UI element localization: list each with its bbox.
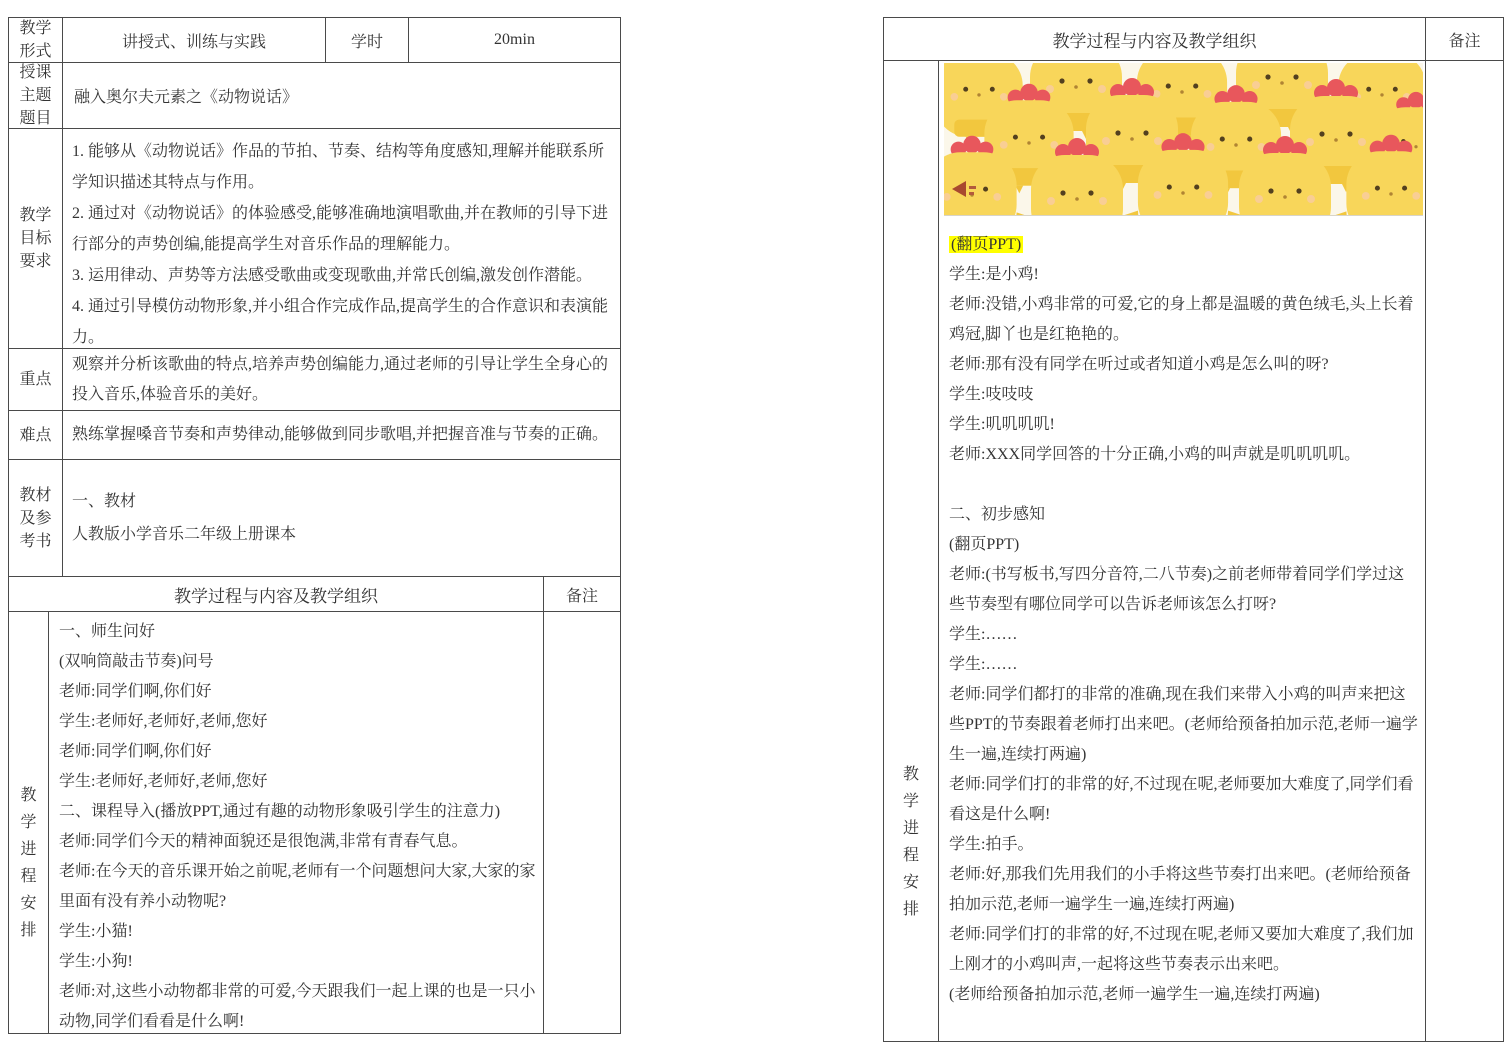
page-right: [883, 17, 1504, 1042]
teaching-form-value: 讲授式、训练与实践: [121, 33, 266, 51]
cell-process-label-right: [884, 61, 939, 1041]
dialogue-line: [949, 230, 1419, 260]
cell-hours-label: [326, 18, 409, 62]
row-process-left: [9, 612, 620, 1033]
row-difficulty: [9, 411, 620, 460]
page-left: [8, 17, 621, 1034]
dialogue-line: 老师:对,这些小动物都非常的可爱,今天跟我们一起上课的也是一只小动物,同学们看看是什么啊!: [59, 983, 536, 1030]
cell-topic-value: [63, 63, 620, 128]
teaching-form-label: 教学形式: [19, 20, 52, 60]
dialogue-line: 老师:同学们都打的非常的准确,现在我们来带入小鸡的叫声来把这些PPT的节奏跟着老师打出来吧。(老师给预备拍加示范,老师一遍学生一遍,连续打两遍): [949, 686, 1418, 763]
row-topic: [9, 63, 620, 129]
cell-process-body-right: [939, 61, 1426, 1041]
objectives-label: 教学目标要求: [19, 207, 52, 270]
cell-difficulty-body: [63, 411, 620, 459]
dialogue-line: 学生:……: [949, 656, 1018, 673]
cell-process-body-left: [49, 612, 544, 1033]
dialogue-line: 老师:同学们啊,你们好: [59, 683, 212, 700]
dialogue-line: 学生:老师好,老师好,老师,您好: [59, 773, 268, 790]
dialogue-line: 老师:没错,小鸡非常的可爱,它的身上都是温暖的黄色绒毛,头上长着鸡冠,脚丫也是红艳艳的。: [949, 296, 1414, 343]
cell-teaching-form-value: [63, 18, 326, 62]
dialogue-line: (双响筒敲击节奏)问号: [59, 653, 214, 670]
objective-item: 1. 能够从《动物说话》作品的节拍、节奏、结构等角度感知,理解并能联系所学知识描述其特点与作用。: [72, 143, 605, 191]
dialogue-line: (翻页PPT): [949, 536, 1020, 553]
cell-objectives-body: [63, 129, 620, 348]
cell-note-left: [544, 612, 620, 1033]
process-label-left: 教学进程安排: [20, 787, 37, 939]
dialogue-line: 学生:叽叽叽叽!: [949, 416, 1055, 433]
dialogue-line: 学生:……: [949, 626, 1018, 643]
chicks-slide-image: [944, 63, 1423, 216]
section-heading: 二、初步感知: [949, 506, 1046, 523]
row-teaching-form: [9, 18, 620, 63]
note-column-header-text: 备注: [565, 587, 598, 605]
dialogue-line: 老师:在今天的音乐课开始之前呢,老师有一个问题想问大家,大家的家里面有没有养小动物呢?: [59, 863, 536, 910]
row-objectives: [9, 129, 620, 349]
row-process-header-right: [884, 18, 1503, 61]
dialogue-line: 老师:同学们打的非常的好,不过现在呢,老师又要加大难度了,我们加上刚才的小鸡叫声,一起将这些节奏表示出来吧。: [949, 926, 1414, 973]
cell-difficulty-label: [9, 411, 63, 459]
cell-teaching-form-label: [9, 18, 63, 62]
topic-value: 融入奥尔夫元素之《动物说话》: [74, 89, 299, 106]
objective-item: 4. 通过引导模仿动物形象,并小组合作完成作品,提高学生的合作意识和表演能力。: [72, 298, 609, 346]
note-column-header: [544, 577, 620, 611]
dialogue-line: 学生:小狗!: [59, 953, 133, 970]
cell-process-label-left: [9, 612, 49, 1033]
dialogue-line: 老师:(书写板书,写四分音符,二八节奏)之前老师带着同学们学过这些节奏型有哪位同学可以告诉老师该怎么打呀?: [949, 566, 1405, 613]
difficulty-label: 难点: [19, 426, 52, 444]
row-process-header-left: [9, 577, 620, 612]
dialogue-line: 学生:拍手。: [949, 836, 1034, 853]
chicks-illustration: [944, 63, 1423, 215]
dialogue-line: 学生:吱吱吱: [949, 386, 1034, 403]
row-materials: [9, 460, 620, 577]
dialogue-line: 二、课程导入(播放PPT,通过有趣的动物形象吸引学生的注意力): [59, 803, 501, 820]
hours-value: 20min: [494, 31, 535, 48]
dialogue-line: (老师给预备拍加示范,老师一遍学生一遍,连续打两遍): [949, 986, 1320, 1003]
process-label-right: 教学进程安排: [902, 766, 919, 918]
dialogue-line: 老师:同学们打的非常的好,不过现在呢,老师要加大难度了,同学们看看这是什么啊!: [949, 776, 1414, 823]
cell-topic-label: [9, 63, 63, 128]
cell-materials-label: [9, 460, 63, 576]
cell-note-right: [1426, 61, 1503, 1041]
process-header-title-text: 教学过程与内容及教学组织: [174, 586, 378, 606]
focus-label: 重点: [19, 371, 52, 388]
dialogue-line: 一、师生问好: [59, 623, 156, 640]
dialogue-line: 老师:好,那我们先用我们的小手将这些节奏打出来吧。(老师给预备拍加示范,老师一遍学生一遍,连续打两遍): [949, 866, 1411, 913]
cell-focus-body: [63, 349, 620, 410]
process-header-title: [9, 577, 544, 611]
cell-focus-label: [9, 349, 63, 410]
note-column-header-right: [1426, 18, 1503, 60]
difficulty-text: 熟练掌握嗓音节奏和声势律动,能够做到同步歌唱,并把握音准与节奏的正确。: [72, 426, 609, 443]
objective-item: 3. 运用律动、声势等方法感受歌曲或变现歌曲,并常氏创编,激发创作潜能。: [72, 267, 593, 284]
dialogue-line: 老师:同学们啊,你们好: [59, 743, 212, 760]
cell-materials-body: [63, 460, 620, 576]
process-header-title-right: [884, 18, 1426, 60]
dialogue-block-right: [939, 216, 1425, 1010]
objective-item: 2. 通过对《动物说话》的体验感受,能够准确地演唱歌曲,并在教师的引导下进行部分的声势创编,能提高学生对音乐作品的理解能力。: [72, 205, 609, 253]
row-focus: [9, 349, 620, 411]
highlight-ppt-note: (翻页PPT): [951, 236, 1022, 253]
materials-line: 人教版小学音乐二年级上册课本: [72, 526, 297, 543]
topic-label: 授课主题题目: [19, 64, 52, 127]
dialogue-line: 学生:老师好,老师好,老师,您好: [59, 713, 268, 730]
hours-label: 学时: [350, 33, 383, 51]
row-process-right: [884, 61, 1503, 1041]
materials-label: 教材及参考书: [19, 486, 52, 550]
cell-objectives-label: [9, 129, 63, 348]
process-header-title-right-text: 教学过程与内容及教学组织: [1052, 31, 1257, 51]
focus-text: 观察并分析该歌曲的特点,培养声势创编能力,通过老师的引导让学生全身心的投入音乐,体验音乐的美好。: [72, 355, 609, 403]
dialogue-line: 老师:那有没有同学在听过或者知道小鸡是怎么叫的呀?: [949, 356, 1329, 373]
cell-hours-value: [409, 18, 620, 62]
note-column-header-right-text: 备注: [1448, 32, 1481, 50]
dialogue-line: 老师:同学们今天的精神面貌还是很饱满,非常有青春气息。: [59, 833, 468, 850]
dialogue-line: 老师:XXX同学回答的十分正确,小鸡的叫声就是叽叽叽叽。: [949, 446, 1361, 463]
dialogue-line: 学生:小猫!: [59, 923, 133, 940]
dialogue-line: 学生:是小鸡!: [949, 266, 1039, 283]
materials-line: 一、教材: [72, 493, 137, 510]
